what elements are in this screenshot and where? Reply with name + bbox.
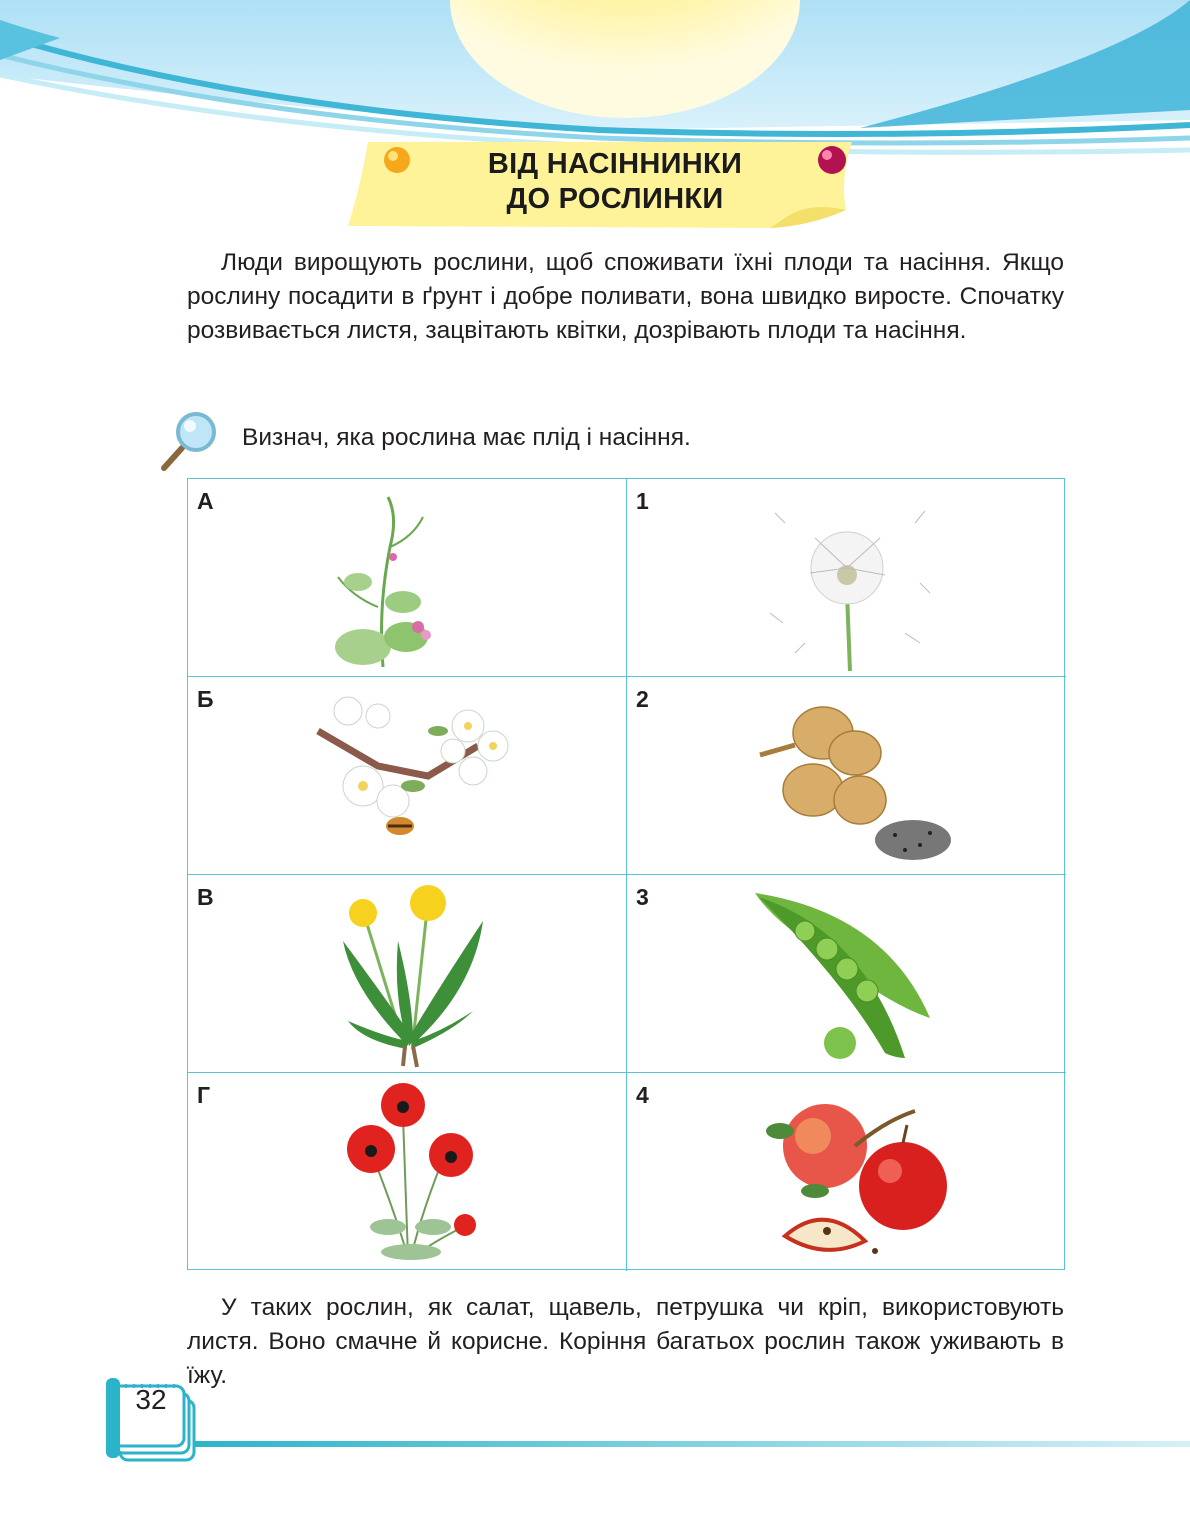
apples-image <box>755 1091 960 1263</box>
orange-bead-icon <box>384 147 410 173</box>
poppy-plant-image <box>333 1077 498 1265</box>
intro-paragraph <box>187 246 1064 348</box>
apple-blossom-image <box>308 691 523 861</box>
poppy-capsules-image <box>755 695 955 867</box>
cell-label: 4 <box>636 1082 649 1108</box>
matching-table <box>187 478 1065 1270</box>
pea-pod-image <box>745 883 950 1068</box>
pea-plant-image <box>318 487 448 669</box>
cell-v <box>188 875 627 1073</box>
cell-2 <box>627 677 1066 875</box>
crimson-bead-icon <box>818 146 846 174</box>
cell-3 <box>627 875 1066 1073</box>
cell-label: Г <box>197 1082 211 1108</box>
closing-paragraph-text: У таких рослин, як салат, щавель, петрушка чи кріп, використовують листя. Воно смачне й корисне. Коріння багатьох рослин також уживають в їжу. <box>187 1294 1064 1389</box>
cell-g <box>188 1073 627 1271</box>
cell-label: В <box>197 884 214 910</box>
cell-4 <box>627 1073 1066 1271</box>
dandelion-plant-image <box>333 881 493 1069</box>
footer-rule <box>180 1440 1190 1448</box>
page-number: 32 <box>135 1384 167 1415</box>
cell-label: 1 <box>636 488 649 514</box>
cell-a <box>188 479 627 677</box>
cell-label: 3 <box>636 884 649 910</box>
cell-1 <box>627 479 1066 677</box>
cell-label: Б <box>197 686 214 712</box>
closing-paragraph <box>187 1291 1064 1393</box>
page-title-line-2: ДО РОСЛИНКИ <box>506 183 724 215</box>
task-text: Визнач, яка рослина має плід і насіння. <box>242 424 691 451</box>
page-title-line-1: ВІД НАСІННИНКИ <box>487 148 743 180</box>
cell-b <box>188 677 627 875</box>
dandelion-seed-head-image <box>755 483 940 671</box>
magnifier-icon <box>152 410 220 474</box>
cell-label: А <box>197 488 214 514</box>
intro-paragraph-text: Люди вирощують рослини, щоб споживати їхні плоди та насіння. Якщо рослину посадити в ґрунт і добре поливати, вона швидко виросте. Спочатку розвивається листя, зацвітають квітки, дозрівають плоди та насіння. <box>187 249 1064 344</box>
cell-label: 2 <box>636 686 649 712</box>
